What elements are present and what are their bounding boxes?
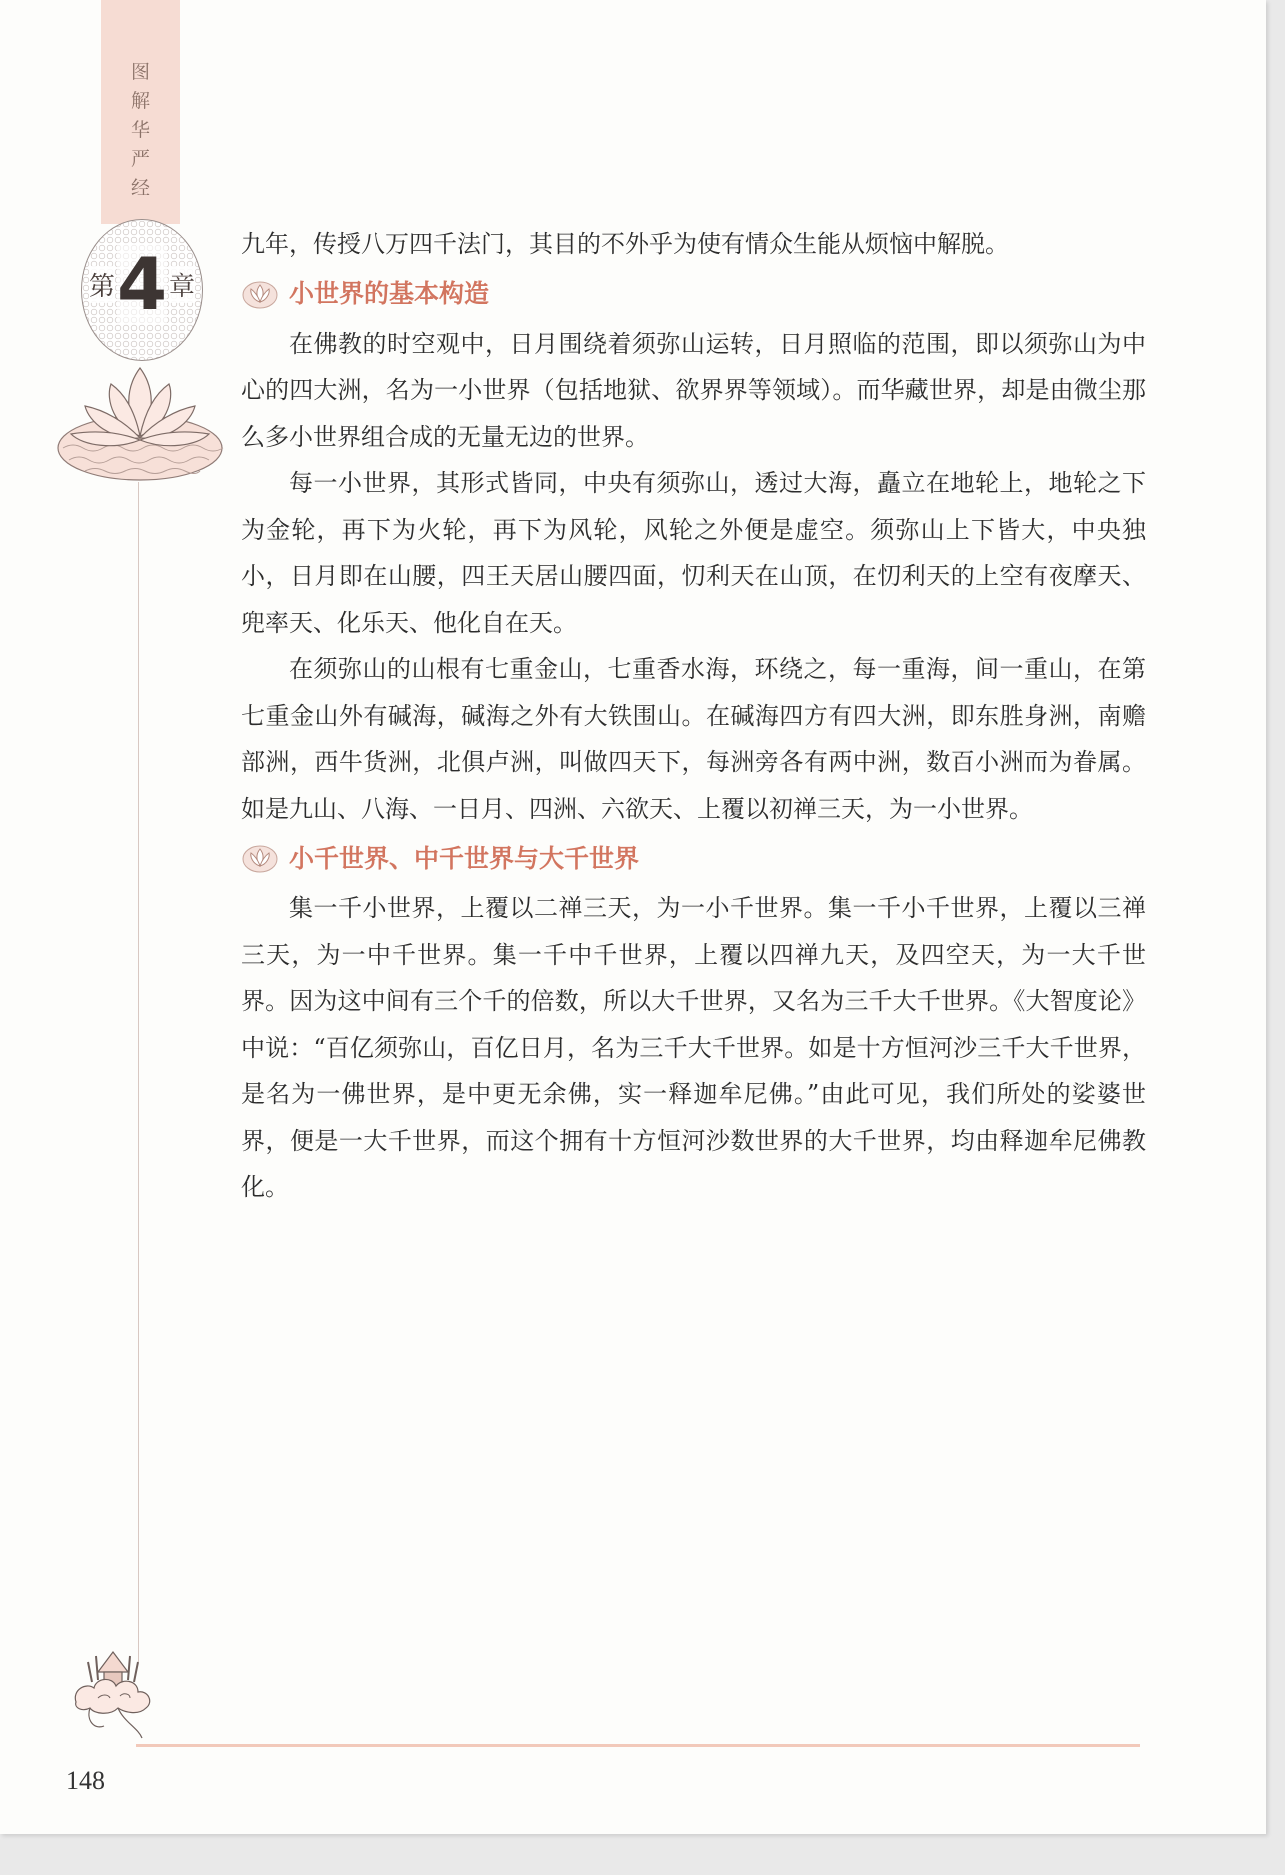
series-title-char: 严 bbox=[130, 148, 150, 170]
page-content bbox=[241, 221, 1146, 1211]
section-heading-chiliocosm bbox=[241, 834, 1146, 884]
lotus-bullet-icon bbox=[241, 844, 279, 874]
cloud-pagoda-icon bbox=[68, 1642, 158, 1742]
side-tab bbox=[101, 0, 180, 224]
series-title-char: 解 bbox=[130, 90, 150, 112]
chapter-suffix: 章 bbox=[169, 266, 195, 303]
series-title-char: 图 bbox=[130, 61, 150, 83]
footer-rule bbox=[136, 1744, 1140, 1747]
body-paragraph: 在须弥山的山根有七重金山，七重香水海，环绕之，每一重海，间一重山，在第七重金山外有碱海，碱海之外有大铁围山。在碱海四方有四大洲，即东胜身洲，南赡部洲，西牛货洲，北俱卢洲，叫做四天下，每洲旁各有两中洲，数百小洲而为眷属。如是九山、八海、一日月、四洲、六欲天、上覆以初禅三天，为一小世界。 bbox=[241, 655, 1146, 823]
chapter-number: 4 bbox=[116, 242, 168, 326]
series-title bbox=[101, 58, 180, 203]
lotus-icon bbox=[55, 360, 225, 482]
lotus-bullet-icon bbox=[241, 280, 279, 310]
body-paragraph: 集一千小世界，上覆以二禅三天，为一小千世界。集一千小千世界，上覆以三禅三天，为一中千世界。集一千中千世界，上覆以四禅九天，及四空天，为一大千世界。因为这中间有三个千的倍数，所以大千世界，又名为三千大千世界。《大智度论》中说：“百亿须弥山，百亿日月，名为三千大千世界。如是十方恒河沙三千大千世界，是名为一佛世界，是中更无余佛，实一释迦牟尼佛。”由此可见，我们所处的娑婆世界，便是一大千世界，而这个拥有十方恒河沙数世界的大千世界，均由释迦牟尼佛教化。 bbox=[241, 894, 1146, 1201]
section-heading-text: 小世界的基本构造 bbox=[289, 279, 490, 309]
page-number: 148 bbox=[66, 1766, 105, 1795]
body-paragraph: 在佛教的时空观中，日月围绕着须弥山运转，日月照临的范围，即以须弥山为中心的四大洲，名为一小世界（包括地狱、欲界界等领域）。而华藏世界，却是由微尘那么多小世界组合成的无量无边的世界。 bbox=[241, 329, 1146, 451]
section-heading-basic-structure bbox=[241, 270, 1146, 320]
section-heading-text: 小千世界、中千世界与大千世界 bbox=[289, 843, 640, 873]
series-title-char: 经 bbox=[130, 177, 150, 199]
body-paragraph: 每一小世界，其形式皆同，中央有须弥山，透过大海，矗立在地轮上，地轮之下为金轮，再下为火轮，再下为风轮，风轮之外便是虚空。须弥山上下皆大，中央独小，日月即在山腰，四王天居山腰四面，忉利天在山顶，在忉利天的上空有夜摩天、兜率天、化乐天、他化自在天。 bbox=[241, 469, 1146, 637]
series-title-char: 华 bbox=[130, 119, 150, 141]
chapter-prefix: 第 bbox=[89, 266, 115, 303]
margin-rule bbox=[138, 482, 139, 1662]
chapter-badge bbox=[81, 219, 203, 361]
intro-paragraph: 九年，传授八万四千法门，其目的不外乎为使有情众生能从烦恼中解脱。 bbox=[241, 230, 1009, 258]
